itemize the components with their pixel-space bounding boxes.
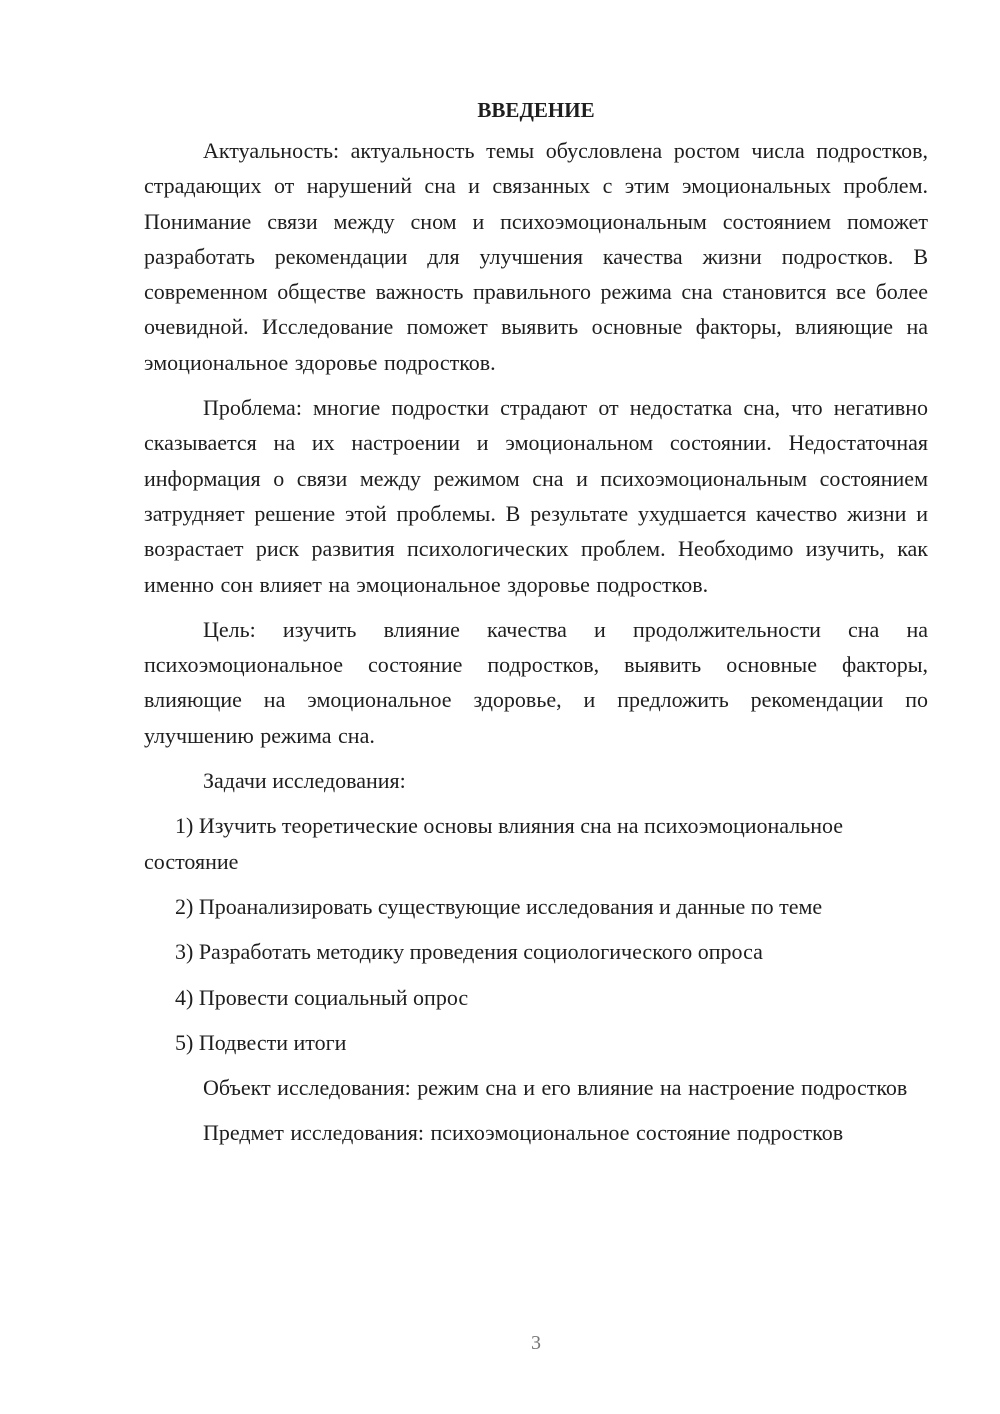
task-item-1: 1) Изучить теоретические основы влияния сна на психоэмоциональное состояние [144, 813, 844, 874]
document-page [144, 95, 928, 1161]
task-item-3: 3) Разработать методику проведения социологического опроса [175, 939, 763, 965]
goal-paragraph: Цель: изучить влияние качества и продолжительности сна на психоэмоциональное состояние подростков, выявить основные факторы, влияющие на эмоциональное здоровье, и предложить рекомендации по улучшению режима сна. [144, 616, 928, 748]
tasks-heading: Задачи исследования: [203, 768, 406, 794]
research-object-paragraph: Объект исследования: режим сна и его влияние на настроение подростков [203, 1075, 908, 1101]
relevance-paragraph: Актуальность: актуальность темы обусловлена ростом числа подростков, страдающих от нарушений сна и связанных с этим эмоциональных проблем. Понимание связи между сном и психоэмоциональным состоянием поможет разработать рекомендации для улучшения качества жизни подростков. В современном обществе важность правильного режима сна становится все более очевидной. Исследование поможет выявить основные факторы, влияющие на эмоциональное здоровье подростков. [144, 138, 928, 375]
section-heading: ВВЕДЕНИЕ [477, 98, 595, 122]
task-item-5: 5) Подвести итоги [175, 1029, 347, 1055]
task-item-2: 2) Проанализировать существующие исследования и данные по теме [175, 893, 823, 919]
research-subject-paragraph: Предмет исследования: психоэмоциональное состояние подростков [203, 1120, 844, 1146]
problem-paragraph: Проблема: многие подростки страдают от недостатка сна, что негативно сказывается на их настроении и эмоциональном состоянии. Недостаточная информация о связи между режимом сна и психоэмоциональным состоянием затрудняет решение этой проблемы. В результате ухудшается качество жизни и возрастает риск развития психологических проблем. Необходимо изучить, как именно сон влияет на эмоциональное здоровье подростков. [144, 395, 928, 597]
task-item-4: 4) Провести социальный опрос [175, 984, 469, 1010]
page-number: 3 [531, 1332, 541, 1354]
